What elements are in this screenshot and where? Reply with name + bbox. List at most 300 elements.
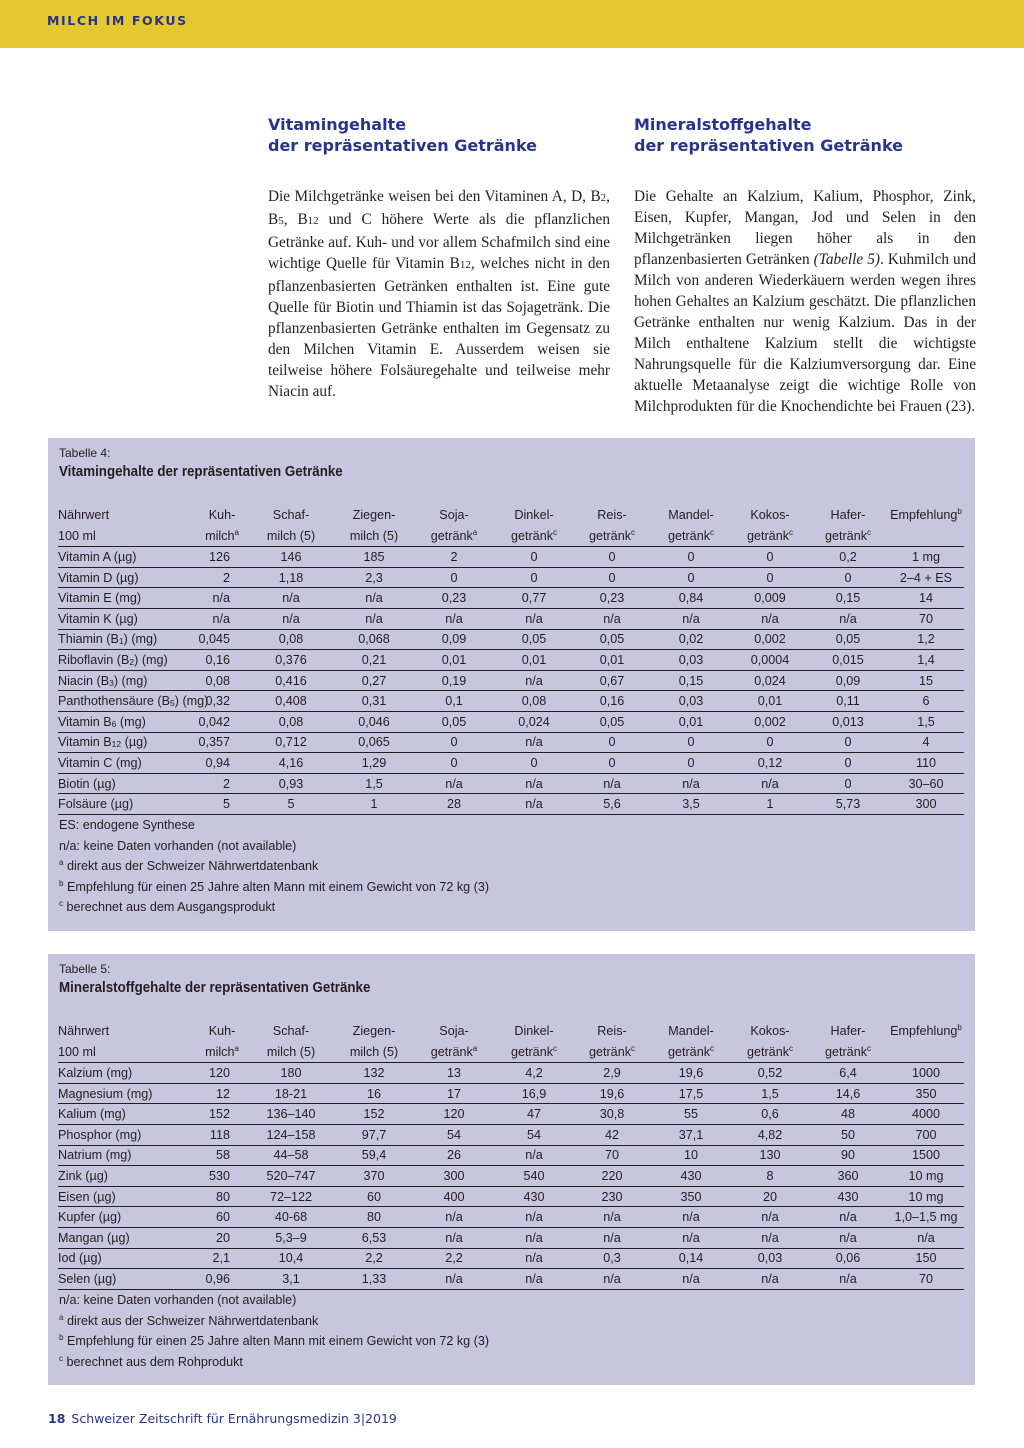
table-cell: 0	[414, 567, 494, 588]
column-subheader	[414, 526, 494, 547]
column-subheader-text: getränk	[430, 1044, 473, 1059]
table-cell: 185	[334, 547, 414, 568]
table-cell: n/a	[808, 1227, 888, 1248]
table-cell: 50	[808, 1124, 888, 1145]
column-subheader	[248, 526, 334, 547]
table-cell: 1,18	[248, 567, 334, 588]
table-cell: 0	[808, 567, 888, 588]
table-row	[58, 1186, 964, 1207]
table-cell: n/a	[732, 608, 808, 629]
table-cell: 0,05	[574, 629, 650, 650]
table4-box	[48, 438, 975, 931]
row-label-text: ) (mg)	[113, 673, 148, 688]
table-cell: n/a	[732, 773, 808, 794]
footnote-text: ES: endogene Synthese	[59, 818, 195, 832]
minerals-text-1: Die Gehalte an Kalzium, Kalium, Phosphor, Zink, Eisen, Kupfer, Mangan, Jod und Selen in den Milchgetränken liegen höher als in den pflanzenbasierten Getränken	[634, 188, 976, 268]
table-cell: n/a	[808, 1207, 888, 1228]
column-header	[574, 1021, 650, 1042]
table-cell: 370	[334, 1166, 414, 1187]
footnote-marker: c	[553, 527, 557, 537]
row-label	[58, 1269, 196, 1290]
table-cell: 1,2	[888, 629, 964, 650]
table-cell: 10 mg	[888, 1166, 964, 1187]
table-cell: 4000	[888, 1104, 964, 1125]
table-cell: 14	[888, 588, 964, 609]
table-cell: 0,16	[196, 650, 248, 671]
table-cell: 0,27	[334, 670, 414, 691]
vitamins-section	[268, 114, 610, 402]
table-cell: 80	[196, 1186, 248, 1207]
footnote-marker: b	[957, 507, 962, 517]
row-label-text: Magnesium (mg)	[58, 1086, 153, 1101]
table-cell: 0	[574, 567, 650, 588]
table-cell: 0,14	[650, 1248, 732, 1269]
table-cell: 0,01	[414, 650, 494, 671]
column-subheader-text: getränk	[588, 1044, 631, 1059]
column-subheader	[732, 1042, 808, 1063]
table5-title: Mineralstoffgehalte der repräsentativen Getränke	[59, 980, 371, 996]
table-cell: 300	[414, 1166, 494, 1187]
column-subheader-text: getränk	[430, 528, 473, 543]
table5-caption: Tabelle 5:	[59, 962, 111, 976]
column-header	[888, 505, 964, 526]
minerals-heading-line2: der repräsentativen Getränke	[634, 136, 904, 155]
row-label	[58, 1186, 196, 1207]
table-cell: 3,1	[248, 1269, 334, 1290]
table-cell: 47	[494, 1104, 574, 1125]
table-cell: n/a	[574, 1207, 650, 1228]
table-cell: 130	[732, 1145, 808, 1166]
table-cell: 5	[196, 794, 248, 815]
minerals-section	[634, 114, 976, 417]
footnote-marker: b	[957, 1023, 962, 1033]
footnote-marker: c	[631, 1043, 635, 1053]
table-cell: 152	[334, 1104, 414, 1125]
row-label	[58, 753, 196, 774]
footnote	[59, 1352, 489, 1373]
table-cell: 0,0004	[732, 650, 808, 671]
table-cell: 26	[414, 1145, 494, 1166]
table-cell: 0,84	[650, 588, 732, 609]
column-subheader	[334, 526, 414, 547]
table-row	[58, 794, 964, 815]
column-header	[414, 505, 494, 526]
column-header-text: Ziegen-	[352, 508, 396, 523]
table-cell: 19,6	[650, 1063, 732, 1084]
table-cell: 0,024	[732, 670, 808, 691]
table-cell: 0,01	[732, 691, 808, 712]
column-header	[334, 505, 414, 526]
footnote-marker: c	[867, 527, 871, 537]
table-cell: 6,4	[808, 1063, 888, 1084]
vitamins-heading-line2: der repräsentativen Getränke	[268, 136, 538, 155]
vitamins-text-3: , B	[283, 211, 308, 228]
footnote	[59, 815, 489, 836]
table-cell: 17,5	[650, 1083, 732, 1104]
table-cell: 14,6	[808, 1083, 888, 1104]
row-label	[58, 1124, 196, 1145]
table-cell: 700	[888, 1124, 964, 1145]
table-cell: 1 mg	[888, 547, 964, 568]
footnote	[59, 836, 489, 857]
table-cell: 0	[574, 732, 650, 753]
table-cell: 1,5	[888, 711, 964, 732]
table-cell: 37,1	[650, 1124, 732, 1145]
table-cell: 0,15	[808, 588, 888, 609]
table-cell: 0,01	[650, 711, 732, 732]
column-header-text: Soja-	[439, 1024, 469, 1039]
table-cell: 180	[248, 1063, 334, 1084]
table-cell: 0	[732, 547, 808, 568]
row-label	[58, 1207, 196, 1228]
table-cell: n/a	[494, 608, 574, 629]
table-cell: 20	[732, 1186, 808, 1207]
table-cell: n/a	[414, 1207, 494, 1228]
table-cell: 0	[574, 753, 650, 774]
table-cell: 4,2	[494, 1063, 574, 1084]
vitamins-sub-b12b: 12	[459, 259, 471, 271]
table-cell: 90	[808, 1145, 888, 1166]
table-cell: n/a	[414, 1227, 494, 1248]
minerals-table-ref: (Tabelle 5)	[813, 251, 880, 268]
table-cell: 0,068	[334, 629, 414, 650]
page-number: 18	[48, 1411, 66, 1426]
column-header	[650, 505, 732, 526]
table-row	[58, 650, 964, 671]
column-subheader-text: milch (5)	[266, 1044, 316, 1059]
table-cell: 0	[494, 567, 574, 588]
table-cell: 0,31	[334, 691, 414, 712]
table-cell: n/a	[248, 608, 334, 629]
table-cell: 1500	[888, 1145, 964, 1166]
table-cell: n/a	[334, 588, 414, 609]
row-label-text: Eisen (µg)	[58, 1189, 116, 1204]
column-subheader	[494, 1042, 574, 1063]
table-cell: 0,23	[574, 588, 650, 609]
table-cell: 118	[196, 1124, 248, 1145]
vitamins-heading	[268, 114, 610, 156]
table-row	[58, 588, 964, 609]
column-subheader	[196, 1042, 248, 1063]
table-cell: 0	[650, 567, 732, 588]
table-cell: 0	[414, 732, 494, 753]
table-cell: 80	[334, 1207, 414, 1228]
table-cell: 40-68	[248, 1207, 334, 1228]
table4	[58, 505, 964, 815]
table-row	[58, 547, 964, 568]
table-cell: 0,52	[732, 1063, 808, 1084]
vitamins-text-5: , welches nicht in den pflanzenbasierten Getränken enthalten ist. Eine gute Quelle für Biotin und Thiamin ist das Sojagetränk. Die pflanzenbasierten Getränke enthalten im Gegensatz zu den Milchen Vitamin E. Ausserdem weisen sie teilweise höhere Folsäuregehalte und teilweise mehr Niacin auf.	[268, 255, 610, 400]
column-header-text: Nährwert	[58, 508, 110, 523]
column-header	[58, 1021, 196, 1042]
row-label	[58, 588, 196, 609]
table5-notes	[59, 1290, 489, 1372]
table-cell: 0,08	[494, 691, 574, 712]
minerals-paragraph	[634, 186, 976, 417]
row-label	[58, 773, 196, 794]
table-cell: 0,416	[248, 670, 334, 691]
footnote-text: berechnet aus dem Ausgangsprodukt	[63, 900, 276, 915]
table-cell: 0	[732, 567, 808, 588]
row-label-text: Folsäure (µg)	[58, 797, 134, 812]
row-label-text: ) (mg)	[174, 694, 209, 709]
table-cell: n/a	[808, 608, 888, 629]
table-cell: 0,05	[494, 629, 574, 650]
footnote-marker: c	[710, 527, 714, 537]
column-subheader-text: getränk	[588, 528, 631, 543]
column-header-text: Dinkel-	[514, 1024, 554, 1039]
table-cell: 0,32	[196, 691, 248, 712]
footnote-text: berechnet aus dem Rohprodukt	[63, 1354, 243, 1369]
row-label-subscript: 12	[111, 739, 122, 750]
column-header-text: Schaf-	[272, 508, 310, 523]
table-cell: 0,05	[808, 629, 888, 650]
table-row	[58, 711, 964, 732]
column-header-text: Mandel-	[668, 1024, 714, 1039]
table-cell: 2	[414, 547, 494, 568]
table-row	[58, 1104, 964, 1125]
table-cell: n/a	[494, 1207, 574, 1228]
column-header-text: Reis-	[597, 1024, 627, 1039]
vitamins-sub-b5: 5	[278, 215, 284, 227]
column-header	[334, 1021, 414, 1042]
row-label-text: Vitamin D (µg)	[58, 570, 139, 585]
table-row	[58, 1083, 964, 1104]
table-row	[58, 1145, 964, 1166]
table-cell: 16	[334, 1083, 414, 1104]
row-label-text: Riboflavin (B	[58, 652, 130, 667]
table-cell: 19,6	[574, 1083, 650, 1104]
table-cell: 1000	[888, 1063, 964, 1084]
table-cell: 0	[574, 547, 650, 568]
table-cell: 28	[414, 794, 494, 815]
table-cell: 70	[888, 1269, 964, 1290]
table-cell: 0,009	[732, 588, 808, 609]
table-cell: 124–158	[248, 1124, 334, 1145]
table-row	[58, 1227, 964, 1248]
footnote	[59, 1311, 489, 1332]
table-cell: n/a	[574, 608, 650, 629]
table-row	[58, 1063, 964, 1084]
column-header	[888, 1021, 964, 1042]
vitamins-paragraph	[268, 186, 610, 402]
table-cell: 0,23	[414, 588, 494, 609]
table-cell: 17	[414, 1083, 494, 1104]
table-cell: 150	[888, 1248, 964, 1269]
column-header	[574, 505, 650, 526]
column-header	[494, 505, 574, 526]
table-cell: 0	[650, 547, 732, 568]
table-cell: n/a	[494, 670, 574, 691]
table-cell: 540	[494, 1166, 574, 1187]
footnote-marker: c	[553, 1043, 557, 1053]
row-label-text: Vitamin C (mg)	[58, 755, 142, 770]
table-cell: 220	[574, 1166, 650, 1187]
table-cell: 0,02	[650, 629, 732, 650]
table-cell: 1,5	[732, 1083, 808, 1104]
vitamins-text-2: , B	[268, 188, 610, 228]
table-cell: 120	[196, 1063, 248, 1084]
minerals-heading	[634, 114, 976, 156]
row-label-text: Phosphor (mg)	[58, 1127, 142, 1142]
table-cell: 0,376	[248, 650, 334, 671]
table-cell: 0,002	[732, 629, 808, 650]
table-cell: n/a	[494, 732, 574, 753]
table-cell: 0,015	[808, 650, 888, 671]
column-subheader-text: getränk	[667, 1044, 710, 1059]
column-header	[414, 1021, 494, 1042]
column-subheader	[732, 526, 808, 547]
table-row	[58, 1207, 964, 1228]
table-cell: n/a	[650, 608, 732, 629]
row-label	[58, 547, 196, 568]
column-header	[732, 505, 808, 526]
row-label-text: Panthothensäure (B	[58, 694, 171, 709]
column-subheader-text: getränk	[510, 528, 553, 543]
row-label-text: Kupfer (µg)	[58, 1210, 122, 1225]
column-subheader	[196, 526, 248, 547]
column-header-text: Mandel-	[668, 508, 714, 523]
table-cell: 132	[334, 1063, 414, 1084]
column-subheader	[808, 526, 888, 547]
table-cell: 72–122	[248, 1186, 334, 1207]
table-cell: 530	[196, 1166, 248, 1187]
footnote-marker: a	[472, 1043, 478, 1053]
column-header	[808, 505, 888, 526]
table-cell: 0,712	[248, 732, 334, 753]
table-cell: 55	[650, 1104, 732, 1125]
row-label-text: Vitamin A (µg)	[58, 549, 137, 564]
column-subheader	[494, 526, 574, 547]
column-subheader-text: getränk	[824, 528, 867, 543]
column-subheader-text: getränk	[667, 528, 710, 543]
table-cell: 0,01	[494, 650, 574, 671]
column-header	[196, 505, 248, 526]
table-cell: 120	[414, 1104, 494, 1125]
column-header	[58, 505, 196, 526]
table4-caption: Tabelle 4:	[59, 446, 111, 460]
row-label	[58, 794, 196, 815]
journal-name: Schweizer Zeitschrift für Ernährungsmedizin 3|2019	[71, 1411, 397, 1426]
table-cell: 60	[334, 1186, 414, 1207]
table-cell: 3,5	[650, 794, 732, 815]
row-label-text: Selen (µg)	[58, 1271, 117, 1286]
table-cell: 2–4 + ES	[888, 567, 964, 588]
table-cell: 16,9	[494, 1083, 574, 1104]
footnote-text: direkt aus der Schweizer Nährwertdatenbank	[63, 859, 319, 874]
table-cell: 136–140	[248, 1104, 334, 1125]
column-header	[808, 1021, 888, 1042]
footnote-marker: c	[710, 1043, 714, 1053]
row-label-subscript: 6	[111, 718, 117, 729]
table4-title: Vitamingehalte der repräsentativen Getränke	[59, 464, 343, 480]
row-label-subscript: 2	[129, 656, 135, 667]
footnote-marker: c	[789, 1043, 793, 1053]
table-cell: 0	[414, 753, 494, 774]
table-cell: 0,03	[732, 1248, 808, 1269]
row-label	[58, 629, 196, 650]
column-header	[248, 505, 334, 526]
table-cell: 0,013	[808, 711, 888, 732]
footnote-marker: c	[867, 1043, 871, 1053]
table-cell: 0,03	[650, 691, 732, 712]
footnote-text: n/a: keine Daten vorhanden (not available)	[59, 1293, 297, 1307]
column-subheader	[58, 1042, 196, 1063]
vitamins-sub-b2: 2	[600, 192, 607, 204]
table-cell: 0,96	[196, 1269, 248, 1290]
table-cell: 13	[414, 1063, 494, 1084]
column-header-text: Soja-	[439, 508, 469, 523]
row-label-text: Kalium (mg)	[58, 1107, 126, 1122]
row-label-text: Zink (µg)	[58, 1168, 108, 1183]
table-cell: n/a	[494, 773, 574, 794]
table-cell: 360	[808, 1166, 888, 1187]
vitamins-text-1: Die Milchgetränke weisen bei den Vitaminen A, D, B	[268, 188, 601, 205]
table-cell: 0,12	[732, 753, 808, 774]
table-cell: 1,5	[334, 773, 414, 794]
table-cell: 430	[494, 1186, 574, 1207]
table-cell: 6,53	[334, 1227, 414, 1248]
table-cell: n/a	[808, 1269, 888, 1290]
row-label	[58, 732, 196, 753]
table5-box	[48, 954, 975, 1385]
table-row	[58, 1166, 964, 1187]
footnote-marker: a	[234, 527, 239, 537]
footnote	[59, 897, 489, 918]
table-cell: 0,15	[650, 670, 732, 691]
row-label-subscript: 3	[109, 677, 114, 688]
table-cell: 97,7	[334, 1124, 414, 1145]
table-cell: 12	[196, 1083, 248, 1104]
column-header	[196, 1021, 248, 1042]
column-subheader-text: 100 ml	[58, 1044, 96, 1059]
table-cell: 70	[888, 608, 964, 629]
row-label-text: Vitamin E (mg)	[58, 591, 142, 606]
footnote	[59, 1290, 489, 1311]
column-header-text: Empfehlung	[890, 1024, 958, 1039]
row-label-text: ) (mg)	[123, 632, 158, 647]
footnote-text: n/a: keine Daten vorhanden (not available)	[59, 838, 297, 853]
row-label	[58, 670, 196, 691]
column-subheader	[574, 1042, 650, 1063]
table-cell: n/a	[334, 608, 414, 629]
table-cell: 2,3	[334, 567, 414, 588]
column-subheader	[808, 1042, 888, 1063]
table-row	[58, 1124, 964, 1145]
table-row	[58, 1269, 964, 1290]
table-cell: 44–58	[248, 1145, 334, 1166]
table-cell: 1	[732, 794, 808, 815]
table-cell: 146	[248, 547, 334, 568]
table-cell: n/a	[650, 773, 732, 794]
table-row	[58, 753, 964, 774]
minerals-heading-line1: Mineralstoffgehalte	[634, 115, 812, 134]
table-cell: 0,2	[808, 547, 888, 568]
row-label-text: Vitamin B	[58, 735, 112, 750]
table-cell: 0,67	[574, 670, 650, 691]
table-cell: 2,2	[414, 1248, 494, 1269]
footnote-marker: b	[59, 1333, 64, 1343]
table-cell: 2	[196, 773, 248, 794]
table-cell: 42	[574, 1124, 650, 1145]
table-cell: 0	[650, 753, 732, 774]
table-cell: 152	[196, 1104, 248, 1125]
page-footer	[48, 1411, 397, 1426]
column-header-text: Empfehlung	[890, 508, 958, 523]
table-cell: 10,4	[248, 1248, 334, 1269]
table-cell: 6	[888, 691, 964, 712]
table-cell: n/a	[414, 773, 494, 794]
